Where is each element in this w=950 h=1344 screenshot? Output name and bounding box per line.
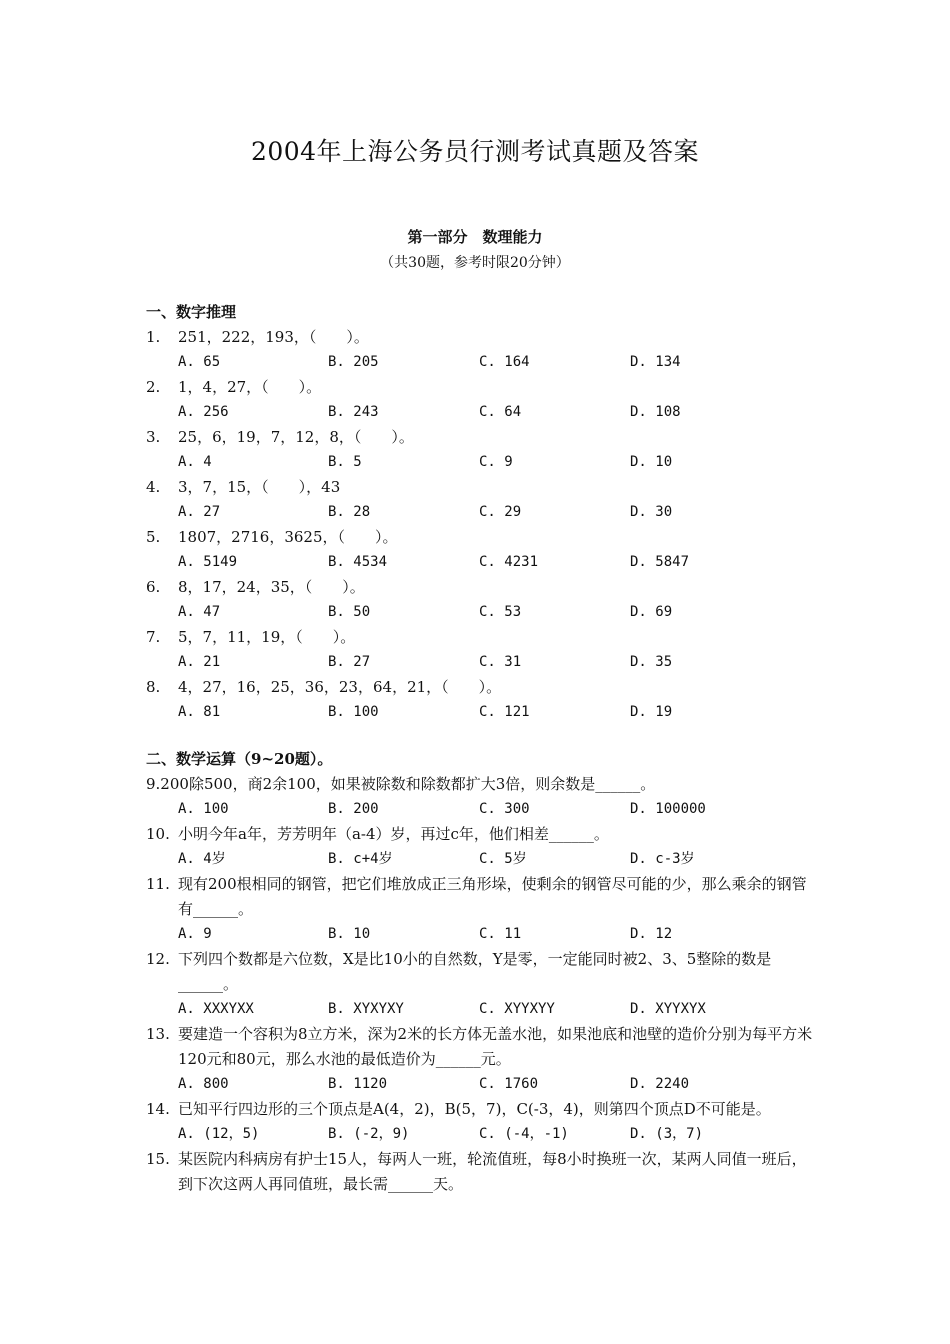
question-stem: 已知平行四边形的三个顶点是A(4，2)，B(5，7)，C(-3，4)，则第四个顶点D不可能是。 [178,1100,771,1118]
question [146,325,816,350]
option-c: C. 5岁 [479,851,527,867]
option-row [178,500,816,525]
option-b: B. 200 [328,801,379,817]
question-stem: 5，7，11，19，（ ）。 [178,628,356,646]
question-number: 15. [146,1150,170,1168]
question-number: 11. [146,875,170,893]
option-c: C. 9 [479,454,513,470]
option-a: A. 81 [178,704,221,720]
option-a: A. 47 [178,604,221,620]
option-c: C. 121 [479,704,530,720]
question-stem: 现有200根相同的钢管，把它们堆放成正三角形垛，使剩余的钢管尽可能的少，那么乘余的钢管有______。 [178,875,807,918]
question-number: 8. [146,678,161,696]
question [146,525,816,550]
option-b: B. 28 [328,504,371,520]
question [146,625,816,650]
question-number: 1. [146,328,161,346]
option-a: A. 9 [178,926,212,942]
option-b: B. (-2，9) [328,1126,410,1142]
option-a: A. 21 [178,654,221,670]
option-b: B. 50 [328,604,371,620]
option-row [178,450,816,475]
option-b: B. XYXYXY [328,1001,404,1017]
option-c: C. 31 [479,654,522,670]
option-c: C. 164 [479,354,530,370]
question-number: 4. [146,478,161,496]
question-stem: 下列四个数都是六位数，X是比10小的自然数，Y是零，一定能同时被2、3、5整除的数是______。 [178,950,772,993]
question-stem: 1807，2716，3625，（ ）。 [178,528,398,546]
question-number: 5. [146,528,161,546]
option-d: D. 100000 [630,801,706,817]
option-a: A. 27 [178,504,221,520]
option-a: A. 65 [178,354,221,370]
option-row [178,847,816,872]
option-a: A. 256 [178,404,229,420]
option-d: D. 134 [630,354,681,370]
question-stem: 4，27，16，25，36，23，64，21，（ ）。 [178,678,502,696]
part-title: 第一部分 数理能力 [407,228,543,246]
option-row [178,1072,816,1097]
question-stem: 8，17，24，35，（ ）。 [178,578,365,596]
option-b: B. 4534 [328,554,388,570]
option-d: D. 108 [630,404,681,420]
question [146,1097,816,1122]
option-c: C. 4231 [479,554,539,570]
option-a: A. 5149 [178,554,238,570]
question [146,822,816,847]
option-row [178,1122,816,1147]
option-b: B. 5 [328,454,362,470]
option-row [178,650,816,675]
question [146,947,816,997]
option-b: B. 27 [328,654,371,670]
option-c: C. 300 [479,801,530,817]
section-heading: 一、数字推理 [146,303,237,321]
option-a: A. 800 [178,1076,229,1092]
option-a: A. 4 [178,454,212,470]
option-row [178,922,816,947]
question [146,872,816,922]
part-note: （共30题，参考时限20分钟） [380,255,570,271]
question-stem: 251，222，193，（ ）。 [178,328,369,346]
option-d: D. 30 [630,504,673,520]
option-row [178,400,816,425]
question-stem: 25，6，19，7，12，8，（ ）。 [178,428,414,446]
document-title: 2004年上海公务员行测考试真题及答案 [250,137,700,166]
question [146,1147,816,1197]
option-d: D. 12 [630,926,673,942]
question [146,772,816,797]
section-heading: 二、数学运算（9~20题）。 [146,750,333,768]
option-row [178,600,816,625]
question [146,575,816,600]
option-row [178,700,816,725]
option-c: C. XYYXYY [479,1001,555,1017]
question-stem: 要建造一个容积为8立方米，深为2米的长方体无盖水池，如果池底和池壁的造价分别为每平方米120元和80元，那么水池的最低造价为______元。 [178,1025,813,1068]
question-number: 6. [146,578,161,596]
question-stem: 9.200除500，商2余100，如果被除数和除数都扩大3倍，则余数是______。 [146,775,656,793]
option-b: B. 1120 [328,1076,388,1092]
option-b: B. c+4岁 [328,851,393,867]
option-d: D. 2240 [630,1076,690,1092]
question-stem: 小明今年a年，芳芳明年（a-4）岁，再过c年，他们相差______。 [178,825,609,843]
option-row [178,797,816,822]
option-b: B. 205 [328,354,379,370]
question-number: 7. [146,628,161,646]
option-d: D. 5847 [630,554,690,570]
question-number: 2. [146,378,161,396]
option-b: B. 10 [328,926,371,942]
option-c: C. 11 [479,926,522,942]
option-d: D. 10 [630,454,673,470]
option-b: B. 100 [328,704,379,720]
question [146,675,816,700]
option-a: A. 100 [178,801,229,817]
option-c: C. 1760 [479,1076,539,1092]
option-c: C. 64 [479,404,522,420]
option-c: C. (-4，-1) [479,1126,569,1142]
question-number: 10. [146,825,170,843]
option-row [178,997,816,1022]
option-d: D. XYYXYX [630,1001,706,1017]
question [146,375,816,400]
question-content [146,300,816,1197]
option-d: D. (3，7) [630,1126,704,1142]
question-stem: 某医院内科病房有护士15人，每两人一班，轮流值班，每8小时换班一次，某两人同值一班后，到下次这两人再同值班，最长需______天。 [178,1150,807,1193]
option-b: B. 243 [328,404,379,420]
option-d: D. 69 [630,604,673,620]
question-stem: 3，7，15，（ ），43 [178,478,341,496]
option-row [178,550,816,575]
question [146,425,816,450]
option-d: D. c-3岁 [630,851,695,867]
question [146,475,816,500]
option-a: A. 4岁 [178,851,226,867]
question-stem: 1，4，27，（ ）。 [178,378,322,396]
option-a: A. (12，5) [178,1126,260,1142]
question [146,1022,816,1072]
option-row [178,350,816,375]
question-number: 13. [146,1025,170,1043]
option-c: C. 29 [479,504,522,520]
option-a: A. XXXYXX [178,1001,254,1017]
question-number: 12. [146,950,170,968]
question-number: 14. [146,1100,170,1118]
option-c: C. 53 [479,604,522,620]
question-number: 3. [146,428,161,446]
option-d: D. 35 [630,654,673,670]
option-d: D. 19 [630,704,673,720]
